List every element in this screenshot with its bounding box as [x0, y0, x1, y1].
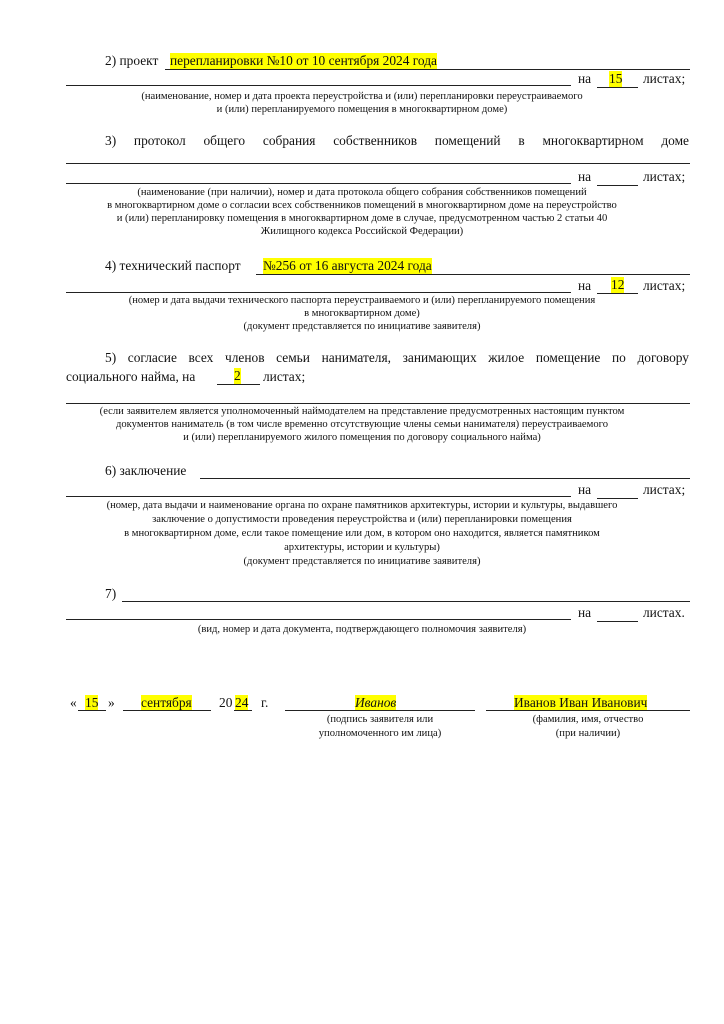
other-label: 7) [105, 586, 117, 601]
date-month-line [123, 710, 211, 711]
signature-line [285, 710, 475, 711]
project-sheets-line [597, 87, 638, 88]
passport-continuation-line [66, 292, 571, 293]
conclusion-listakh: листах; [643, 482, 686, 497]
protocol-listakh: листах; [643, 169, 686, 184]
passport-listakh: листах; [643, 278, 686, 293]
fio-caption-1: (фамилия, имя, отчество [532, 714, 644, 725]
conclusion-caption-1: (номер, дата выдачи и наименование органа по охране памятников архитектуры, истории и культуры, выдавшего [106, 500, 618, 511]
project-caption-1: (наименование, номер и дата проекта переустройства и (или) перепланировки переустраиваемого [141, 91, 583, 102]
other-value-line[interactable] [122, 601, 690, 602]
protocol-label: 3) протокол общего собрания собственников помещений в многоквартирном доме [105, 133, 689, 148]
signature-value[interactable]: Иванов [355, 695, 397, 710]
consent-caption-2: документов наниматель (в том числе временно отсутствующие члены семьи нанимателя) переустраиваемого [115, 419, 608, 430]
conclusion-caption-4: архитектуры, истории и культуры) [284, 542, 440, 553]
conclusion-label: 6) заключение [105, 463, 187, 478]
passport-value[interactable]: №256 от 16 августа 2024 года [263, 258, 432, 273]
passport-sheets[interactable]: 12 [611, 277, 625, 292]
passport-na: на [578, 278, 592, 293]
consent-line-3 [66, 403, 690, 404]
project-sheets[interactable]: 15 [609, 71, 623, 86]
project-value[interactable]: перепланировки №10 от 10 сентября 2024 года [170, 53, 437, 68]
passport-caption-3: (документ представляется по инициативе заявителя) [243, 321, 481, 332]
protocol-na: на [578, 169, 592, 184]
passport-label: 4) технический паспорт [105, 258, 241, 273]
fio-line [486, 710, 690, 711]
consent-sheets-line [217, 384, 260, 385]
consent-line-2-prefix: социального найма, на [66, 369, 196, 384]
protocol-caption-4: Жилищного кодекса Российской Федерации) [260, 226, 464, 237]
date-day-line [78, 710, 106, 711]
signature-caption-1: (подпись заявителя или [326, 714, 434, 725]
fio-value[interactable]: Иванов Иван Иванович [514, 695, 648, 710]
project-value-line [165, 69, 690, 70]
date-quote-close: » [108, 695, 115, 710]
passport-value-line [256, 274, 690, 275]
protocol-caption-1: (наименование (при наличии), номер и дата протокола общего собрания собственников помещений [137, 187, 587, 198]
consent-caption-1: (если заявителем является уполномоченный наймодателем на представление предусмотренных настоящим пунктом [99, 406, 625, 417]
project-label: 2) проект [105, 53, 159, 68]
other-caption-1: (вид, номер и дата документа, подтверждающего полномочия заявителя) [197, 624, 527, 635]
other-sheets-line [597, 621, 638, 622]
conclusion-continuation-line [66, 496, 571, 497]
conclusion-na: на [578, 482, 592, 497]
date-year-prefix: 20 [219, 695, 233, 710]
protocol-caption-3: и (или) перепланировку помещения в многоквартирном доме в случае, предусмотренном частью 2 статьи 40 [116, 213, 608, 224]
other-na: на [578, 605, 592, 620]
protocol-line-1 [66, 163, 690, 164]
date-g: г. [261, 695, 269, 710]
fio-caption-2: (при наличии) [555, 728, 621, 739]
consent-line-1: 5) согласие всех членов семьи нанимателя, занимающих жилое помещение по договору [105, 350, 689, 365]
project-continuation-line [66, 85, 571, 86]
signature-caption-2: уполномоченного им лица) [318, 728, 442, 739]
other-continuation-line [66, 619, 571, 620]
consent-listakh: листах; [263, 369, 306, 384]
date-day[interactable]: 15 [85, 695, 99, 710]
project-caption-2: и (или) перепланируемого помещения в многоквартирном доме) [216, 104, 508, 115]
consent-caption-3: и (или) перепланируемого жилого помещения по договору социального найма) [183, 432, 541, 443]
project-listakh: листах; [643, 71, 686, 86]
conclusion-caption-5: (документ представляется по инициативе заявителя) [243, 556, 481, 567]
protocol-line-2 [66, 183, 571, 184]
conclusion-caption-2: заключение о допустимости проведения переустройства и (или) перепланировки помещения [152, 514, 572, 525]
passport-caption-2: в многоквартирном доме) [304, 308, 420, 319]
passport-caption-1: (номер и дата выдачи технического паспорта переустраиваемого и (или) перепланируемого помещения [128, 295, 596, 306]
date-year-suffix[interactable]: 24 [235, 695, 249, 710]
consent-sheets[interactable]: 2 [234, 368, 241, 383]
conclusion-value-line[interactable] [200, 478, 690, 479]
protocol-caption-2: в многоквартирном доме о согласии всех собственников помещений в многоквартирном доме на переустройство [107, 200, 617, 211]
project-na: на [578, 71, 592, 86]
date-year-line [234, 710, 252, 711]
date-month[interactable]: сентября [141, 695, 192, 710]
conclusion-caption-3: в многоквартирном доме, если такое помещение или дом, в котором оно находится, является памятником [124, 528, 600, 539]
other-listakh: листах. [643, 605, 685, 620]
date-quote-open: « [70, 695, 77, 710]
